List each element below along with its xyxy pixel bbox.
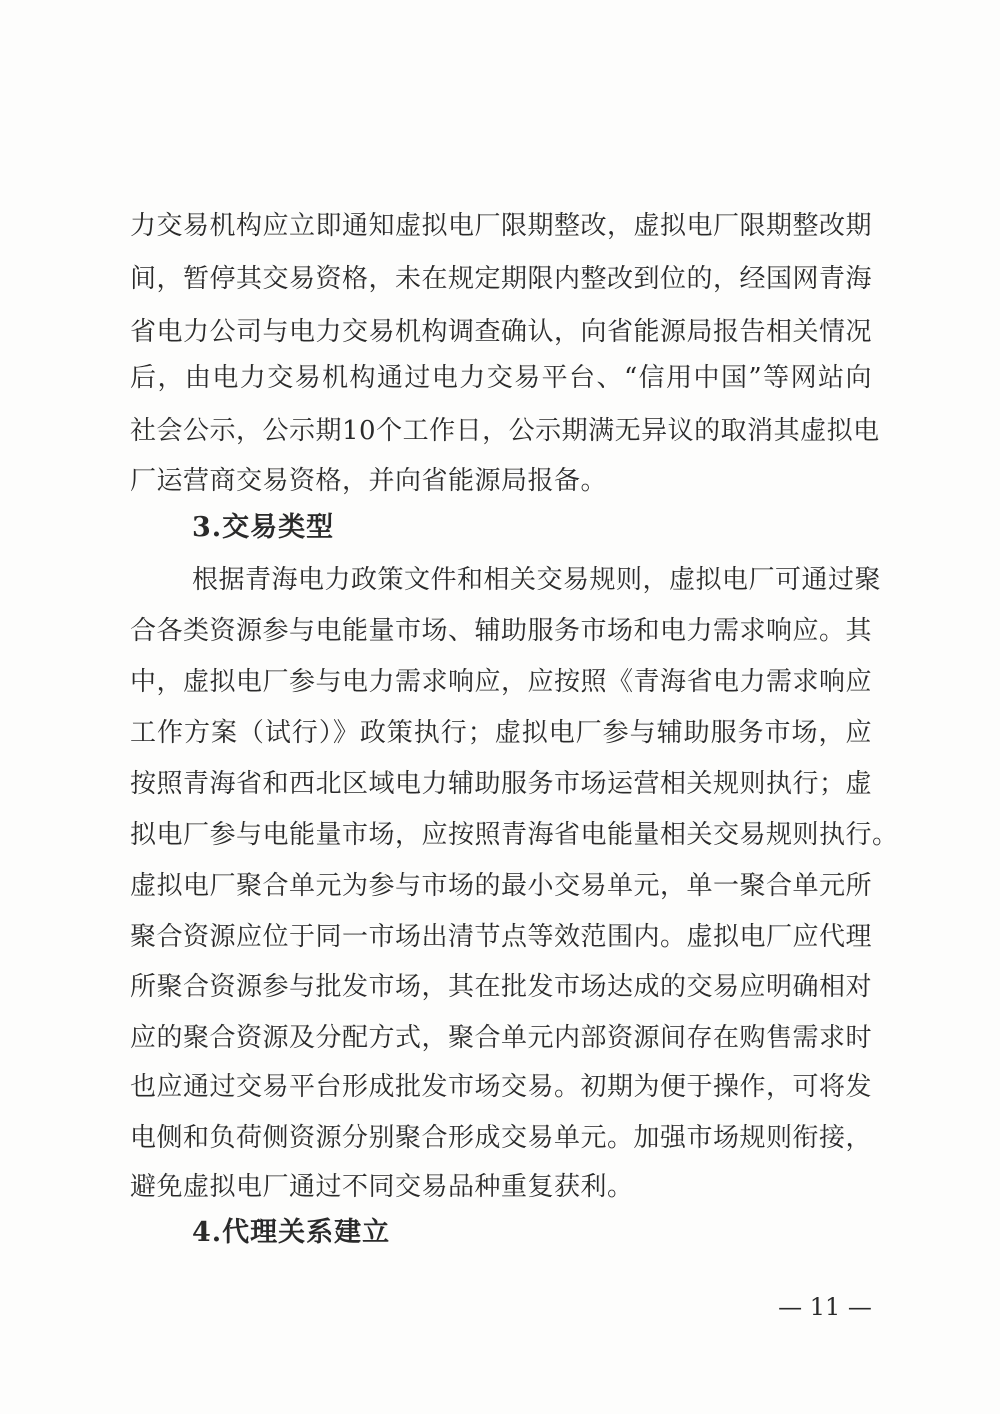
- para1-line-6: 厂运营商交易资格，并向省能源局报备。: [130, 466, 608, 496]
- section3-line-9: 所聚合资源参与批发市场，其在批发市场达成的交易应明确相对: [130, 972, 873, 1002]
- section3-heading: 3.交易类型: [192, 512, 335, 543]
- section3-line-1: 根据青海电力政策文件和相关交易规则，虚拟电厂可通过聚: [192, 565, 882, 595]
- section3-line-8: 聚合资源应位于同一市场出清节点等效范围内。虚拟电厂应代理: [130, 922, 873, 952]
- section3-line-2: 合各类资源参与电能量市场、辅助服务市场和电力需求响应。其: [130, 616, 873, 646]
- section3-line-5: 按照青海省和西北区域电力辅助服务市场运营相关规则执行；虚: [130, 769, 873, 799]
- section3-line-11: 也应通过交易平台形成批发市场交易。初期为便于操作，可将发: [130, 1072, 873, 1102]
- section3-line-10: 应的聚合资源及分配方式，聚合单元内部资源间存在购售需求时: [130, 1023, 873, 1053]
- section4-heading: 4.代理关系建立: [192, 1217, 391, 1248]
- para1-line-4: 后，由电力交易机构通过电力交易平台、“信用中国”等网站向: [130, 363, 872, 393]
- section3-line-7: 虚拟电厂聚合单元为参与市场的最小交易单元，单一聚合单元所: [130, 871, 873, 901]
- para1-line-5: 社会公示，公示期10个工作日，公示期满无异议的取消其虚拟电: [130, 416, 880, 446]
- page-number: — 11 —: [778, 1293, 872, 1321]
- section3-line-6: 拟电厂参与电能量市场，应按照青海省电能量相关交易规则执行。: [130, 820, 899, 850]
- para1-line-3: 省电力公司与电力交易机构调查确认，向省能源局报告相关情况: [130, 317, 873, 347]
- section3-line-3: 中，虚拟电厂参与电力需求响应，应按照《青海省电力需求响应: [130, 667, 873, 697]
- para1-line-2: 间，暂停其交易资格，未在规定期限内整改到位的，经国网青海: [130, 264, 873, 294]
- section3-line-4: 工作方案（试行）》政策执行；虚拟电厂参与辅助服务市场，应: [130, 718, 872, 748]
- section3-line-13: 避免虚拟电厂通过不同交易品种重复获利。: [130, 1172, 634, 1202]
- section3-line-12: 电侧和负荷侧资源分别聚合形成交易单元。加强市场规则衔接，: [130, 1123, 873, 1153]
- para1-line-1: 力交易机构应立即通知虚拟电厂限期整改，虚拟电厂限期整改期: [130, 211, 873, 241]
